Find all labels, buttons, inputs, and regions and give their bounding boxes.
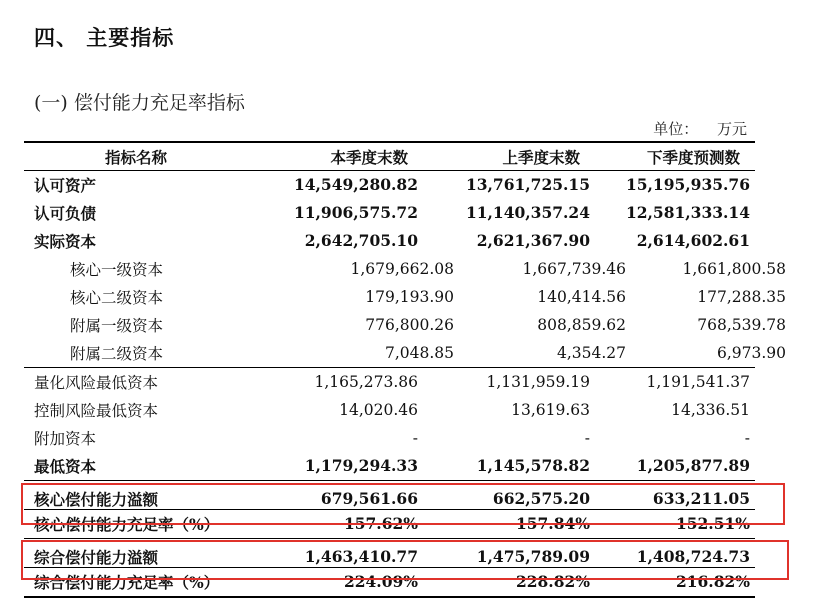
row-label: 附属一级资本 xyxy=(70,316,164,335)
table-row xyxy=(24,283,786,311)
previous-value: 662,575.20 xyxy=(492,489,590,508)
table-row xyxy=(24,311,786,339)
current-value: 1,179,294.33 xyxy=(304,456,418,475)
forecast-value: 1,408,724.73 xyxy=(636,547,750,566)
table-row xyxy=(24,199,755,227)
table-row xyxy=(24,480,755,509)
previous-value: 1,131,959.19 xyxy=(486,372,590,391)
table-row xyxy=(24,452,755,480)
row-label: 附属二级资本 xyxy=(70,344,164,363)
previous-value: 2,621,367.90 xyxy=(476,231,590,250)
table-row xyxy=(24,171,755,199)
header-previous-quarter: 上季度末数 xyxy=(502,147,580,167)
table-header-row xyxy=(24,143,755,171)
table-row xyxy=(24,509,755,538)
previous-value: 157.84% xyxy=(515,514,590,533)
previous-value: 140,414.56 xyxy=(537,287,626,306)
unit-label: 单位： 万元 xyxy=(653,120,747,138)
table-row xyxy=(24,367,755,396)
current-value: 179,193.90 xyxy=(365,287,454,306)
row-label: 综合偿付能力充足率（%） xyxy=(34,572,220,592)
current-value: 14,020.46 xyxy=(339,400,418,419)
forecast-value: - xyxy=(744,428,750,447)
row-label: 控制风险最低资本 xyxy=(34,401,159,420)
forecast-value: 177,288.35 xyxy=(697,287,786,306)
forecast-value: 152.51% xyxy=(675,514,750,533)
current-value: 14,549,280.82 xyxy=(293,175,418,194)
header-indicator-name: 指标名称 xyxy=(104,147,167,167)
row-label: 核心二级资本 xyxy=(70,288,164,307)
current-value: - xyxy=(412,428,418,447)
table-row xyxy=(24,339,786,367)
header-current-quarter: 本季度末数 xyxy=(330,147,408,167)
forecast-value: 1,205,877.89 xyxy=(636,456,750,475)
previous-value: - xyxy=(584,428,590,447)
previous-value: 1,475,789.09 xyxy=(476,547,590,566)
previous-value: 228.82% xyxy=(515,572,590,591)
current-value: 157.62% xyxy=(343,514,418,533)
forecast-value: 15,195,935.76 xyxy=(625,175,750,194)
current-value: 1,463,410.77 xyxy=(304,547,418,566)
forecast-value: 2,614,602.61 xyxy=(636,231,750,250)
table-row xyxy=(24,538,755,567)
forecast-value: 633,211.05 xyxy=(652,489,750,508)
current-value: 224.09% xyxy=(343,572,418,591)
header-next-quarter-forecast: 下季度预测数 xyxy=(646,147,740,167)
section-title: 四、 主要指标 xyxy=(34,26,175,50)
row-label: 认可负债 xyxy=(34,203,97,223)
solvency-table xyxy=(24,141,786,598)
previous-value: 1,667,739.46 xyxy=(522,259,626,278)
previous-value: 1,145,578.82 xyxy=(476,456,590,475)
forecast-value: 768,539.78 xyxy=(697,315,786,334)
current-value: 679,561.66 xyxy=(320,489,418,508)
previous-value: 11,140,357.24 xyxy=(465,203,590,222)
forecast-value: 6,973.90 xyxy=(716,343,786,362)
row-label: 量化风险最低资本 xyxy=(34,373,159,392)
current-value: 11,906,575.72 xyxy=(293,203,418,222)
table-row xyxy=(24,424,755,452)
table-row xyxy=(24,227,755,255)
previous-value: 4,354.27 xyxy=(556,343,626,362)
forecast-value: 1,191,541.37 xyxy=(646,372,750,391)
previous-value: 13,619.63 xyxy=(511,400,590,419)
forecast-value: 216.82% xyxy=(675,572,750,591)
row-label: 核心偿付能力充足率（%） xyxy=(34,514,220,534)
current-value: 1,679,662.08 xyxy=(350,259,454,278)
current-value: 2,642,705.10 xyxy=(304,231,418,250)
forecast-value: 12,581,333.14 xyxy=(625,203,750,222)
current-value: 1,165,273.86 xyxy=(314,372,418,391)
sub-title: (一) 偿付能力充足率指标 xyxy=(34,92,245,114)
forecast-value: 1,661,800.58 xyxy=(682,259,786,278)
row-label: 核心一级资本 xyxy=(70,260,164,279)
row-label: 核心偿付能力溢额 xyxy=(34,489,159,509)
row-label: 最低资本 xyxy=(34,456,97,476)
row-label: 认可资产 xyxy=(34,175,97,195)
current-value: 7,048.85 xyxy=(384,343,454,362)
table-row xyxy=(24,396,755,424)
table-row xyxy=(24,255,786,283)
row-label: 综合偿付能力溢额 xyxy=(34,547,159,567)
forecast-value: 14,336.51 xyxy=(671,400,750,419)
row-label: 附加资本 xyxy=(34,429,97,448)
previous-value: 13,761,725.15 xyxy=(465,175,590,194)
current-value: 776,800.26 xyxy=(365,315,454,334)
table-row xyxy=(24,567,755,596)
row-label: 实际资本 xyxy=(34,231,97,251)
previous-value: 808,859.62 xyxy=(537,315,626,334)
